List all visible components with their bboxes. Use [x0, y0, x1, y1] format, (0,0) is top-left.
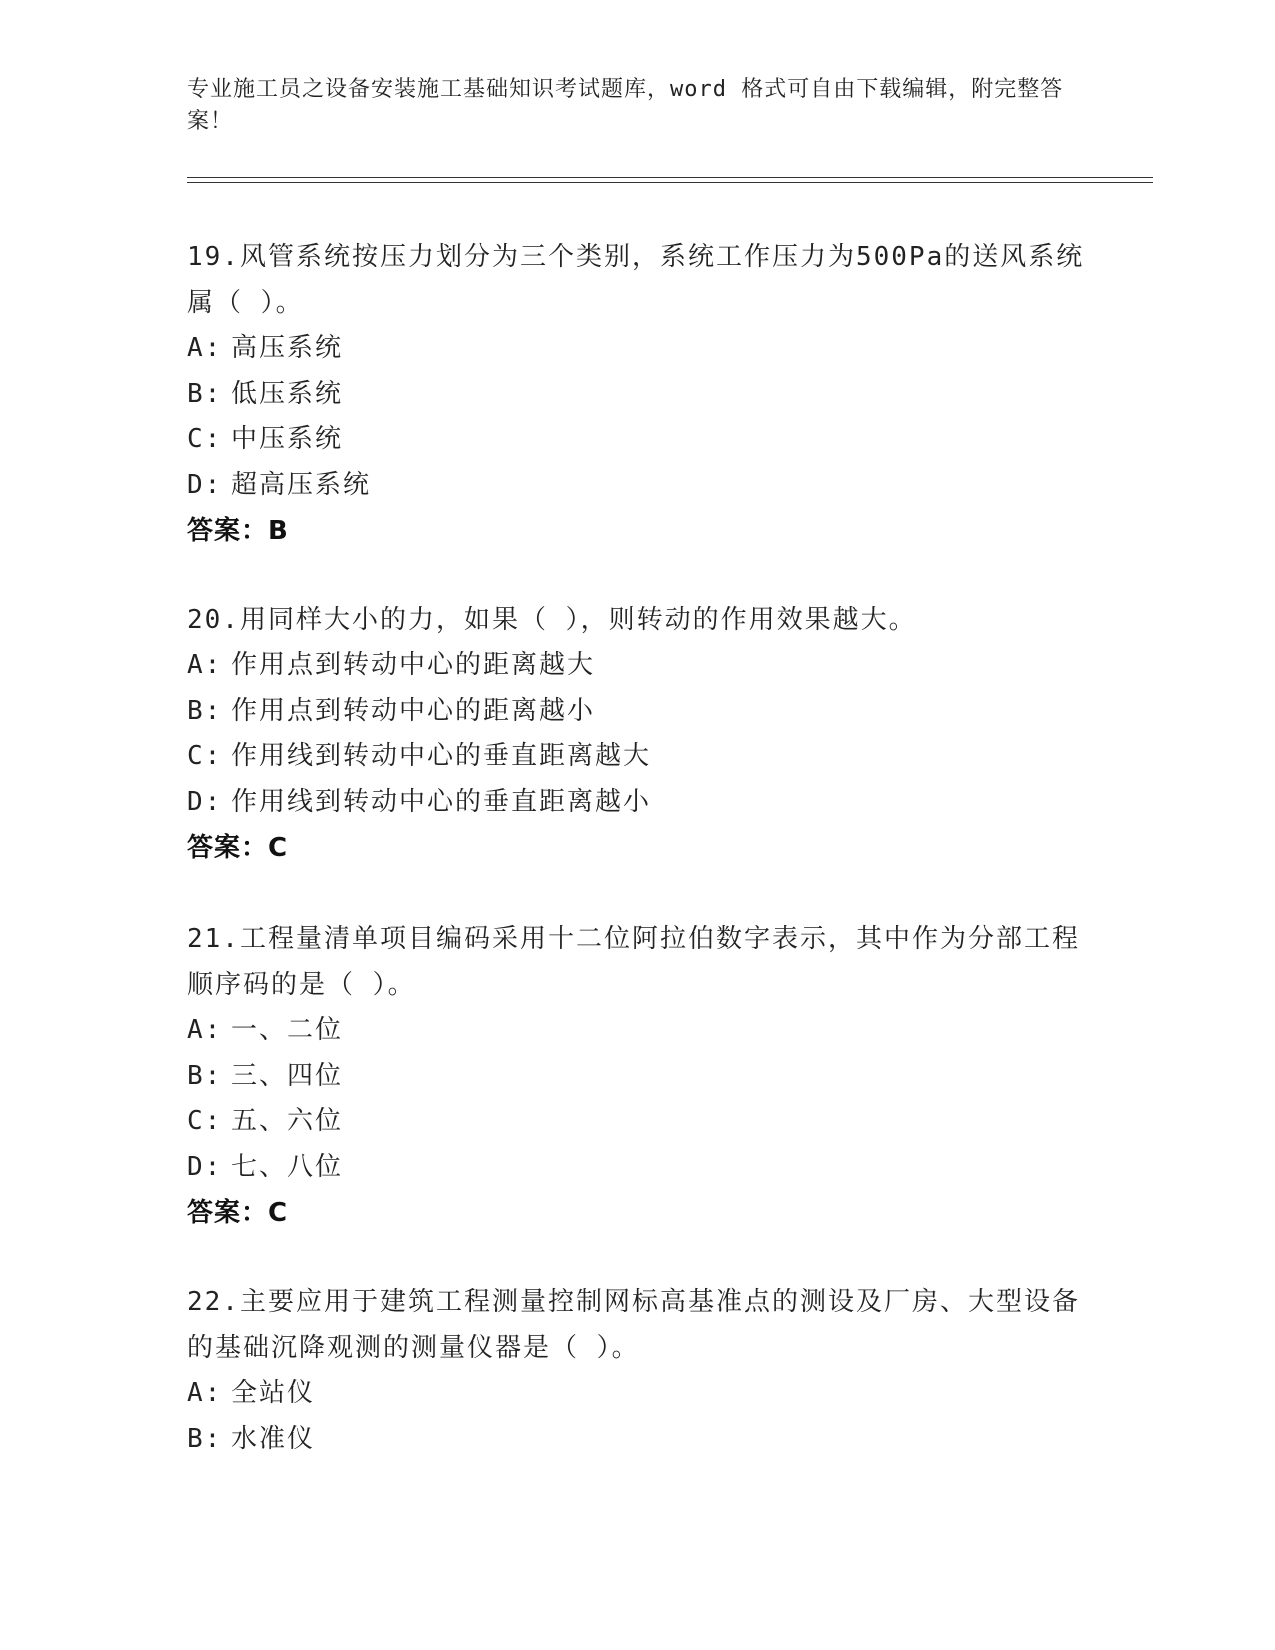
- option-d: [187, 1145, 1087, 1191]
- option-letter: B:: [187, 695, 223, 726]
- option-text: 高压系统: [231, 333, 344, 363]
- option-letter: D:: [187, 786, 223, 817]
- option-letter: D:: [187, 1151, 223, 1182]
- question-stem: 21.工程量清单项目编码采用十二位阿拉伯数字表示，其中作为分部工程顺序码的是（ ）。: [187, 924, 1080, 1000]
- option-letter: B:: [187, 1423, 223, 1454]
- option-text: 七、八位: [231, 1151, 344, 1182]
- option-text: 水准仪: [231, 1423, 316, 1454]
- option-text: 作用点到转动中心的距离越小: [231, 695, 596, 726]
- option-text: 作用线到转动中心的垂直距离越大: [231, 741, 652, 771]
- option-b: [187, 372, 1087, 418]
- option-a: [187, 1371, 1087, 1417]
- option-c: [187, 1099, 1087, 1145]
- option-text: 五、六位: [231, 1106, 344, 1136]
- option-letter: A:: [187, 333, 223, 363]
- option-letter: C:: [187, 741, 223, 771]
- answer-line: 答案：C: [187, 1198, 289, 1228]
- option-b: [187, 689, 1087, 735]
- option-c: [187, 417, 1087, 463]
- document-header: 专业施工员之设备安装施工基础知识考试题库，word 格式可自由下载编辑，附完整答案！: [187, 77, 1064, 134]
- option-letter: C:: [187, 1106, 223, 1136]
- option-text: 超高压系统: [231, 469, 372, 500]
- header-divider-bottom: [187, 182, 1153, 183]
- option-text: 作用点到转动中心的距离越大: [231, 650, 596, 680]
- option-text: 低压系统: [231, 378, 344, 409]
- option-letter: A:: [187, 1378, 223, 1408]
- option-letter: B:: [187, 378, 223, 409]
- question-stem: 22.主要应用于建筑工程测量控制网标高基准点的测设及厂房、大型设备的基础沉降观测的测量仪器是（ ）。: [187, 1287, 1080, 1363]
- answer-line: 答案：C: [187, 833, 289, 863]
- question-stem: 20.用同样大小的力，如果（ ），则转动的作用效果越大。: [187, 605, 917, 635]
- option-letter: A:: [187, 1015, 223, 1045]
- question-stem: 19.风管系统按压力划分为三个类别，系统工作压力为500Pa的送风系统属（ ）。: [187, 242, 1085, 318]
- question-20: [187, 597, 1087, 871]
- option-text: 一、二位: [231, 1015, 344, 1045]
- option-text: 中压系统: [231, 424, 344, 454]
- option-a: [187, 643, 1087, 689]
- question-21: [187, 916, 1087, 1236]
- option-text: 三、四位: [231, 1060, 344, 1091]
- option-d: [187, 780, 1087, 826]
- question-22: [187, 1279, 1087, 1462]
- option-c: [187, 734, 1087, 780]
- option-a: [187, 1008, 1087, 1054]
- question-19: [187, 234, 1087, 554]
- option-text: 全站仪: [231, 1378, 316, 1408]
- option-letter: D:: [187, 469, 223, 500]
- option-letter: C:: [187, 424, 223, 454]
- header-divider-top: [187, 177, 1153, 178]
- option-letter: A:: [187, 650, 223, 680]
- option-a: [187, 326, 1087, 372]
- option-letter: B:: [187, 1060, 223, 1091]
- option-b: [187, 1417, 1087, 1463]
- option-text: 作用线到转动中心的垂直距离越小: [231, 786, 652, 817]
- answer-line: 答案：B: [187, 516, 289, 546]
- option-d: [187, 463, 1087, 509]
- option-b: [187, 1054, 1087, 1100]
